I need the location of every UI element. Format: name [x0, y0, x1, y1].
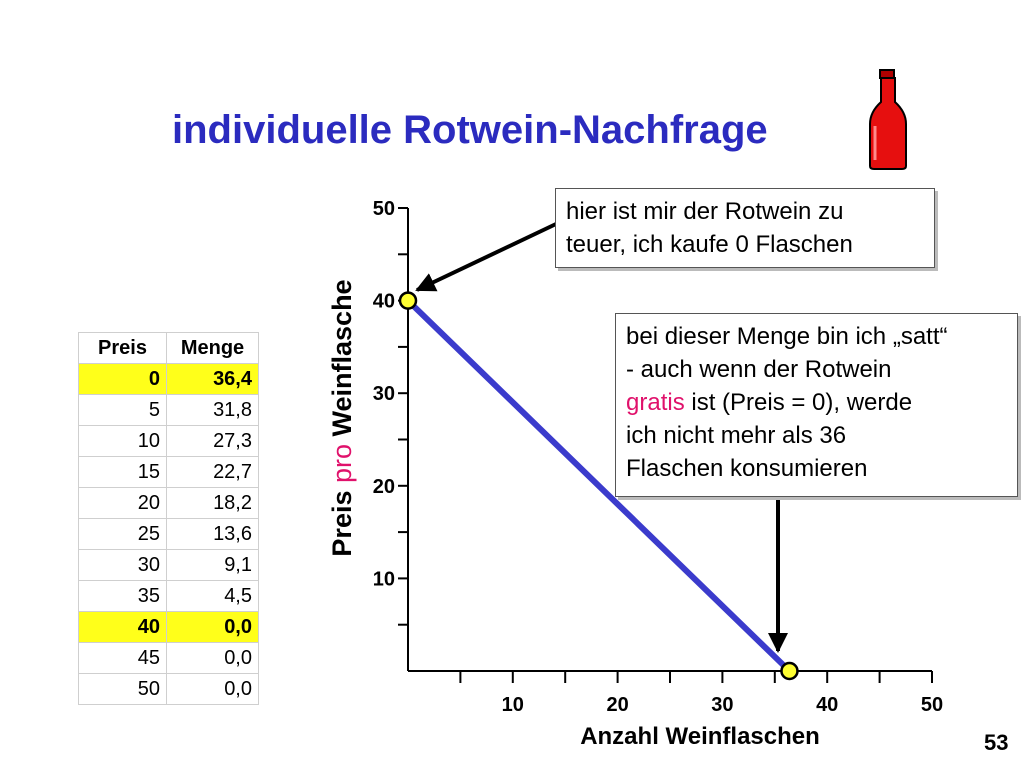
callout-too-expensive	[555, 188, 935, 268]
data-point	[400, 293, 416, 309]
x-tick-label: 20	[606, 694, 629, 716]
y-label-part-pro: pro	[327, 443, 357, 484]
preis-cell: 45	[79, 643, 167, 674]
y-axis-label	[327, 279, 357, 556]
gratis-highlight: gratis	[626, 389, 685, 416]
callout-line	[626, 386, 1007, 419]
preis-cell: 30	[79, 550, 167, 581]
y-tick-label: 50	[372, 198, 395, 220]
callout-line-rest: ist (Preis = 0), werde	[684, 389, 913, 416]
preis-cell: 20	[79, 488, 167, 519]
callout-line: bei dieser Menge bin ich „satt“	[626, 323, 948, 350]
page-number: 53	[984, 730, 1009, 755]
x-tick-label: 40	[816, 694, 839, 716]
x-tick-label: 50	[920, 694, 944, 716]
data-point	[781, 663, 797, 679]
menge-cell: 31,8	[167, 395, 259, 426]
preis-cell: 15	[79, 457, 167, 488]
y-label-part-3: Weinflasche	[327, 279, 357, 444]
menge-cell: 0,0	[167, 674, 259, 705]
y-tick-label: 30	[372, 383, 395, 406]
menge-cell: 36,4	[167, 364, 259, 395]
callout-saturated	[615, 313, 1018, 497]
y-tick-label: 10	[372, 568, 395, 591]
callout-line: hier ist mir der Rotwein zu	[566, 198, 844, 225]
preis-cell: 10	[79, 426, 167, 457]
menge-cell: 27,3	[167, 426, 259, 457]
callout-line: - auch wenn der Rotwein	[626, 356, 892, 383]
callout-line: Flaschen konsumieren	[626, 455, 868, 482]
menge-cell: 13,6	[167, 519, 259, 550]
menge-cell: 0,0	[167, 612, 259, 643]
preis-cell: 25	[79, 519, 167, 550]
y-label-part-1: Preis	[327, 483, 357, 557]
column-header-menge: Menge	[167, 333, 259, 364]
page-title: individuelle Rotwein-Nachfrage	[172, 108, 768, 152]
y-tick-label: 20	[372, 475, 395, 498]
menge-cell: 18,2	[167, 488, 259, 519]
preis-cell: 5	[79, 395, 167, 426]
preis-cell: 35	[79, 581, 167, 612]
menge-cell: 0,0	[167, 643, 259, 674]
x-tick-label: 30	[711, 694, 734, 716]
preis-cell: 50	[79, 674, 167, 705]
y-tick-label: 40	[372, 290, 395, 313]
callout-line: teuer, ich kaufe 0 Flaschen	[566, 231, 853, 258]
callout-line: ich nicht mehr als 36	[626, 422, 847, 449]
x-tick-label: 10	[501, 694, 524, 716]
menge-cell: 9,1	[167, 550, 259, 581]
callout-arrow-top	[417, 224, 556, 290]
menge-cell: 22,7	[167, 457, 259, 488]
preis-cell: 0	[79, 364, 167, 395]
x-axis-label: Anzahl Weinflaschen	[580, 723, 820, 750]
menge-cell: 4,5	[167, 581, 259, 612]
column-header-preis: Preis	[79, 333, 167, 364]
preis-cell: 40	[79, 612, 167, 643]
